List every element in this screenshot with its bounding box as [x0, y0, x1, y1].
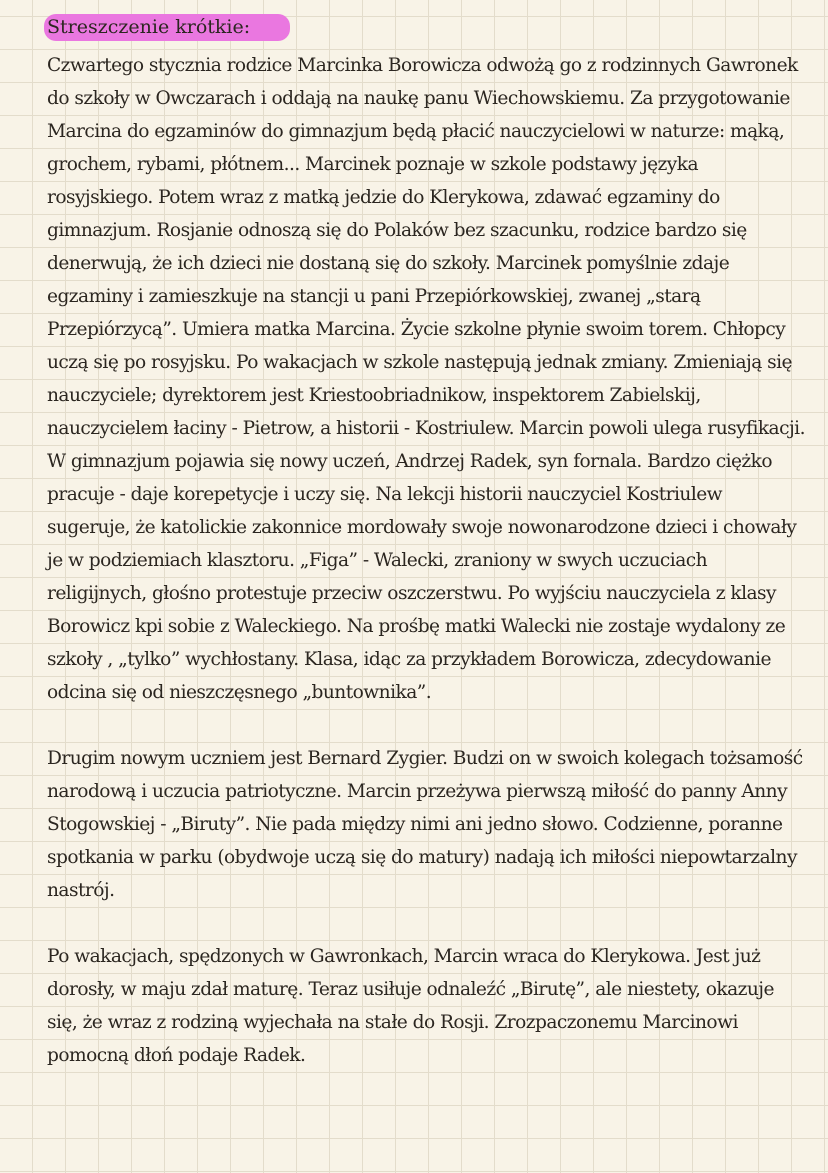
- summary-heading: Streszczenie krótkie:: [44, 14, 290, 41]
- summary-paragraph-2: Drugim nowym uczniem jest Bernard Zygier. Budzi on w swoich kolegach tożsamość narodową i uczucia patriotyczne. Marcin przeżywa pierwszą miłość do panny Anny Stogowskiej - „Biruty”. Nie pada między nimi ani jedno słowo. Codzienne, poranne spotkania w parku (obydwoje uczą się do matury) nadają ich miłości niepowtarzalny nastrój.: [47, 748, 803, 901]
- note-page: [47, 14, 807, 1072]
- summary-paragraph-3: Po wakacjach, spędzonych w Gawronkach, Marcin wraca do Klerykowa. Jest już dorosły, w maju zdał maturę. Teraz usiłuje odnaleźć „Birutę”, ale niestety, okazuje się, że wraz z rodziną wyjechała na stałe do Rosji. Zrozpaczonemu Marcinowi pomocną dłoń podaje Radek.: [47, 946, 774, 1066]
- summary-paragraph-1: Czwartego stycznia rodzice Marcinka Borowicza odwożą go z rodzinnych Gawronek do szkoły w Owczarach i oddają na naukę panu Wiechowskiemu. Za przygotowanie Marcina do egzaminów do gimnazjum będą płacić nauczycielowi w naturze: mąką, grochem, rybami, płótnem... Marcinek poznaje w szkole podstawy języka rosyjskiego. Potem wraz z matką jedzie do Klerykowa, zdawać egzaminy do gimnazjum. Rosjanie odnoszą się do Polaków bez szacunku, rodzice bardzo się denerwują, że ich dzieci nie dostaną się do szkoły. Marcinek pomyślnie zdaje egzaminy i zamieszkuje na stancji u pani Przepiórkowskiej, zwanej „starą Przepiórzycą”. Umiera matka Marcina. Życie szkolne płynie swoim torem. Chłopcy uczą się po rosyjsku. Po wakacjach w szkole następują jednak zmiany. Zmieniają się nauczyciele; dyrektorem jest Kriestoobriadnikow, inspektorem Zabielskij, nauczycielem łaciny - Pietrow, a historii - Kostriulew. Marcin powoli ulega rusyfikacji. W gimnazjum pojawia się nowy uczeń, Andrzej Radek, syn fornala. Bardzo ciężko pracuje - daje korepetycje i uczy się. Na lekcji historii nauczyciel Kostriulew sugeruje, że katolickie zakonnice mordowały swoje nowonarodzone dzieci i chowały je w podziemiach klasztoru. „Figa” - Walecki, zraniony w swych uczuciach religijnych, głośno protestuje przeciw oszczerstwu. Po wyjściu nauczyciela z klasy Borowicz kpi sobie z Waleckiego. Na prośbę matki Walecki nie zostaje wydalony ze szkoły , „tylko” wychłostany. Klasa, idąc za przykładem Borowicza, zdecydowanie odcina się od nieszczęsnego „buntownika”.: [47, 55, 805, 703]
